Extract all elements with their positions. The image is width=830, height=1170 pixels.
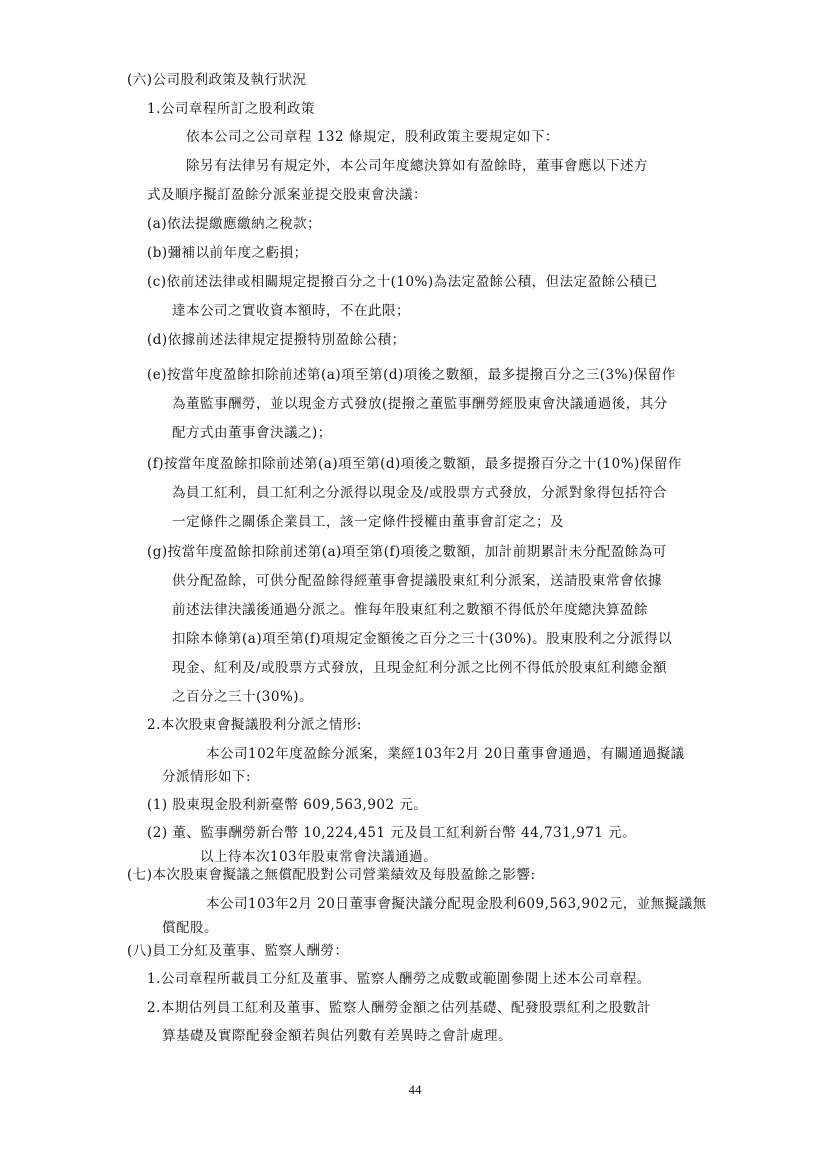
list-item-continuation: 為員工紅利，員工紅利之分派得以現金及/或股票方式發放，分派對象得包括符合 — [172, 485, 668, 501]
page-number: 44 — [408, 1082, 422, 1097]
list-item: (2) 董、監事酬勞新台幣 10,224,451 元及員工紅利新台幣 44,731,971 元。 — [147, 825, 637, 841]
paragraph-line: 償配股。 — [162, 920, 218, 936]
subheading-articles-policy: 1.公司章程所訂之股利政策 — [147, 101, 315, 117]
list-item: (c)依前述法律或相關規定提撥百分之十(10%)為法定盈餘公積，但法定盈餘公積已 — [147, 274, 658, 290]
list-item-continuation: 配方式由董事會決議之)； — [172, 425, 332, 441]
list-item-continuation: 之百分之三十(30%)。 — [172, 689, 314, 705]
list-item-continuation: 扣除本條第(a)項至第(f)項規定金額後之百分之三十(30%)。股東股利之分派得以 — [172, 631, 673, 647]
paragraph-line: 以上待本次103年股東常會決議通過。 — [200, 849, 438, 865]
paragraph-line: 本公司102年度盈餘分派案，業經103年2月 20日董事會通過，有關通過擬議 — [206, 746, 685, 762]
paragraph-line: 式及順序擬訂盈餘分派案並提交股東會決議： — [147, 187, 427, 203]
section-heading-stock-dividend-impact: (七)本次股東會擬議之無償配股對公司營業績效及每股盈餘之影響: — [127, 867, 536, 883]
paragraph-line: 除另有法律另有規定外，本公司年度總決算如有盈餘時，董事會應以下述方 — [186, 158, 648, 174]
list-item: (a)依法提繳應繳納之稅款； — [147, 216, 322, 232]
list-item: (b)彌補以前年度之虧損； — [147, 245, 308, 261]
list-item-continuation: 一定條件之關係企業員工，該一定條件授權由董事會訂定之；及 — [172, 514, 564, 530]
list-item: (f)按當年度盈餘扣除前述第(a)項至第(d)項後之數額，最多提撥百分之十(10%)保留作 — [147, 456, 682, 472]
paragraph-line: 分派情形如下: — [162, 769, 252, 785]
list-item: (1) 股東現金股利新臺幣 609,563,902 元。 — [147, 797, 428, 813]
list-item: (g)按當年度盈餘扣除前述第(a)項至第(f)項後之數額，加計前期累計未分配盈餘為可 — [147, 544, 667, 560]
list-item-continuation: 前述法律決議後通過分派之。惟每年股東紅利之數額不得低於年度總決算盈餘 — [172, 602, 648, 618]
list-item: (d)依據前述法律規定提撥特別盈餘公積； — [147, 332, 406, 348]
list-item-continuation: 達本公司之實收資本額時，不在此限； — [172, 303, 410, 319]
subheading-dividend-proposal: 2.本次股東會擬議股利分派之情形: — [147, 717, 362, 733]
list-item: 2.本期估列員工紅利及董事、監察人酬勞金額之估列基礎、配發股票紅利之股數計 — [147, 1000, 651, 1016]
paragraph-line: 依本公司之公司章程 132 條規定，股利政策主要規定如下： — [186, 129, 559, 145]
section-heading-employee-bonus: (八)員工分紅及董事、監察人酬勞： — [127, 943, 349, 959]
list-item: (e)按當年度盈餘扣除前述第(a)項至第(d)項後之數額，最多提撥百分之三(3%)保留作 — [147, 367, 676, 383]
section-heading-dividend-policy: (六)公司股利政策及執行狀況 — [127, 72, 307, 88]
list-item: 1.公司章程所載員工分紅及董事、監察人酬勞之成數或範圍參閱上述本公司章程。 — [147, 971, 651, 987]
list-item-continuation: 為董監事酬勞，並以現金方式發放(提撥之董監事酬勞經股東會決議通過後，其分 — [172, 396, 668, 412]
list-item-continuation: 供分配盈餘，可供分配盈餘得經董事會提議股東紅利分派案，送請股東常會依據 — [172, 573, 662, 589]
paragraph-line: 本公司103年2月 20日董事會擬決議分配現金股利609,563,902元，並無擬議無 — [206, 896, 707, 912]
list-item-continuation: 現金、紅利及/或股票方式發放，且現金紅利分派之比例不得低於股東紅利總金額 — [172, 660, 668, 676]
list-item-continuation: 算基礎及實際配發金額若與估列數有差異時之會計處理。 — [162, 1028, 512, 1044]
